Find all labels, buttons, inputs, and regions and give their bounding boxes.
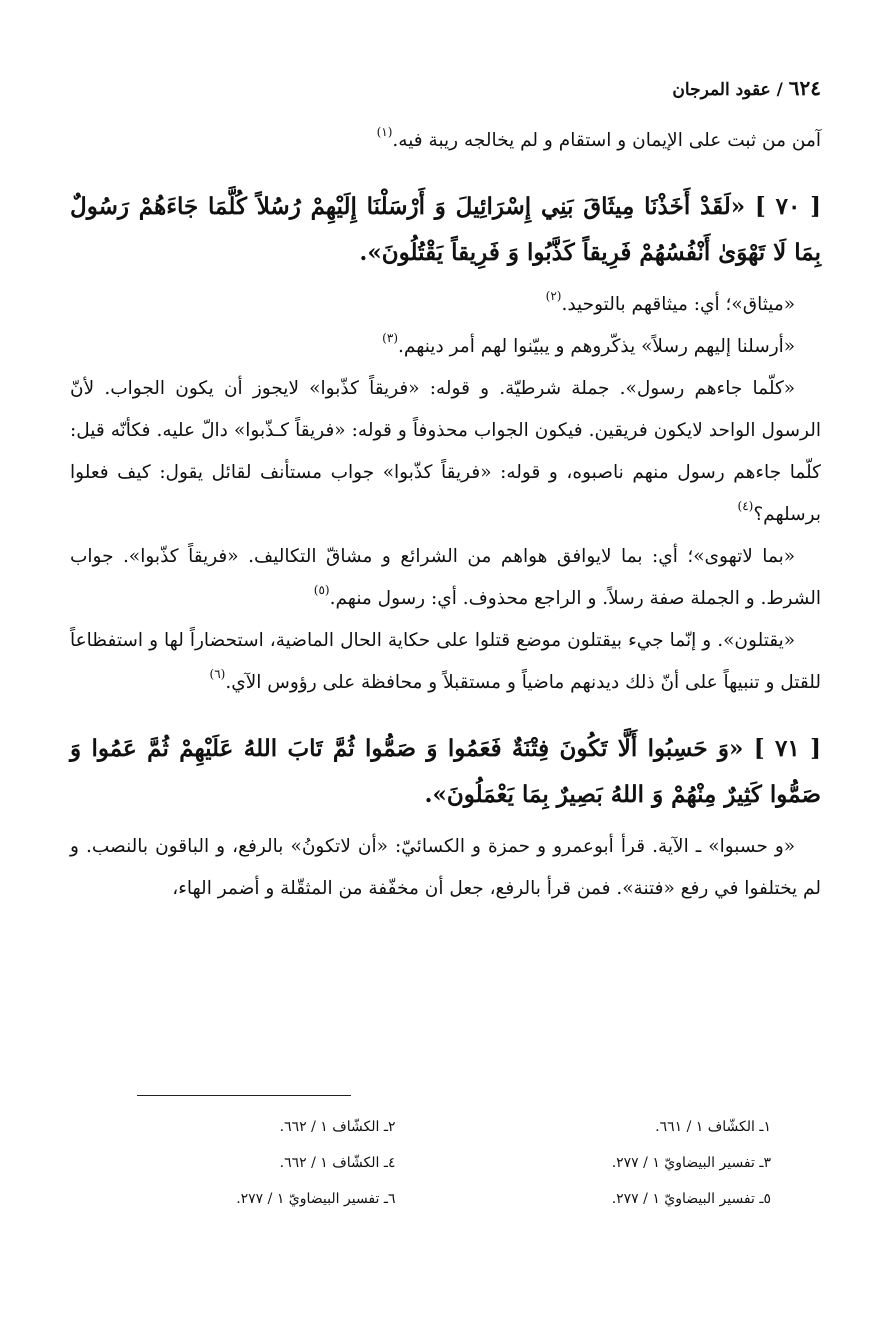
page-number: ٦٢٤ [788,76,821,100]
paragraph-3-text: «أرسلنا إليهم رسلاً» يذكّروهم و يبيّنوا لهم أمر دينهم. [398,336,796,357]
footnote-3: ٣ـ تفسير البيضاويّ ١ / ٢٧٧. [611,1155,771,1171]
footnote-5: ٥ـ تفسير البيضاويّ ١ / ٢٧٧. [611,1191,771,1207]
footnote-6: ٦ـ تفسير البيضاويّ ١ / ٢٧٧. [236,1191,396,1207]
footnote-ref-1: (١) [376,125,393,139]
verse-70: [ ٧٠ ] «لَقَدْ أَخَذْنَا مِيثَاقَ بَنِي إِسْرَائِيلَ وَ أَرْسَلْنَا إِلَيْهِمْ رُسُلاً كُلَّمَا جَاءَهُمْ رَسُولٌ بِمَا لَا تَهْوَىٰ أَنْفُسُهُمْ فَرِيقاً كَذَّبُوا وَ فَرِيقاً يَقْتُلُونَ». [70,193,821,266]
paragraph-6-text: «يقتلون». و إنّما جيء بيقتلون موضع قتلوا على حكاية الحال الماضية، استحضاراً لها و استفظاعاً للقتل و تنبيهاً على أنّ ذلك ديدنهم ماضياً و مستقبلاً و محافظة على رؤوس الآي. [70,630,821,693]
paragraph-3 [70,326,821,368]
footnote-ref-6: (٦) [209,667,226,681]
running-header [70,70,821,106]
paragraph-6 [70,620,821,704]
footnotes [70,1115,821,1211]
footnote-divider [137,1095,351,1096]
verse-71: [ ٧١ ] «وَ حَسِبُوا أَلَّا تَكُونَ فِتْنَةٌ فَعَمُوا وَ صَمُّوا ثُمَّ تَابَ اللهُ عَلَيْهِمْ ثُمَّ عَمُوا وَ صَمُّوا كَثِيرٌ مِنْهُمْ وَ اللهُ بَصِيرٌ بِمَا يَعْمَلُونَ». [70,735,821,808]
footnote-ref-2: (٢) [545,289,562,303]
paragraph-1-text: آمن من ثبت على الإيمان و استقام و لم يخالجه ريبة فيه. [392,130,821,151]
header-separator: / [770,80,789,100]
paragraph-2-text: «ميثاق»؛ أي: ميثاقهم بالتوحيد. [561,294,796,315]
paragraph-2 [70,284,821,326]
footnote-ref-5: (٥) [313,583,330,597]
footnote-ref-3: (٣) [382,331,398,345]
footnote-1: ١ـ الكشّاف ١ / ٦٦١. [655,1119,771,1135]
paragraph-1 [70,120,821,162]
footnote-ref-4: (٤) [737,499,754,513]
paragraph-4 [70,368,821,536]
book-title: عقود المرجان [672,80,771,100]
paragraph-7: «و حسبوا» ـ الآية. قرأ أبوعمرو و حمزة و الكسائيّ: «أن لاتكونُ» بالرفع، و الباقون بالنصب. و لم يختلفوا في رفع «فتنة». فمن قرأ بالرفع، جعل أن مخفّفة من المثقّلة و أضمر الهاء، [70,836,821,899]
paragraph-4-text: «كلّما جاءهم رسول». جملة شرطيّة. و قوله: «فريقاً كذّبوا» لايجوز أن يكون الجواب. لأنّ الرسول الواحد لايكون فريقين. فيكون الجواب محذوفاً و قوله: «فريقاً كـذّبوا» دالّ عليه. فكأنّه قيل: كلّما جاءهم رسول منهم ناصبوه، و قوله: «فريقاً كذّبوا» جواب مستأنف لقائل يقول: كيف فعلوا برسلهم؟ [70,378,821,525]
paragraph-5-text: «بما لاتهوى»؛ أي: بما لايوافق هواهم من الشرائع و مشاقّ التكاليف. «فريقاً كذّبوا». جواب الشرط. و الجملة صفة رسلاً. و الراجع محذوف. أي: رسول منهم. [70,546,821,609]
footnote-4: ٤ـ الكشّاف ١ / ٦٦٢. [279,1155,396,1171]
paragraph-5 [70,536,821,620]
footnote-2: ٢ـ الكشّاف ١ / ٦٦٢. [279,1119,396,1135]
